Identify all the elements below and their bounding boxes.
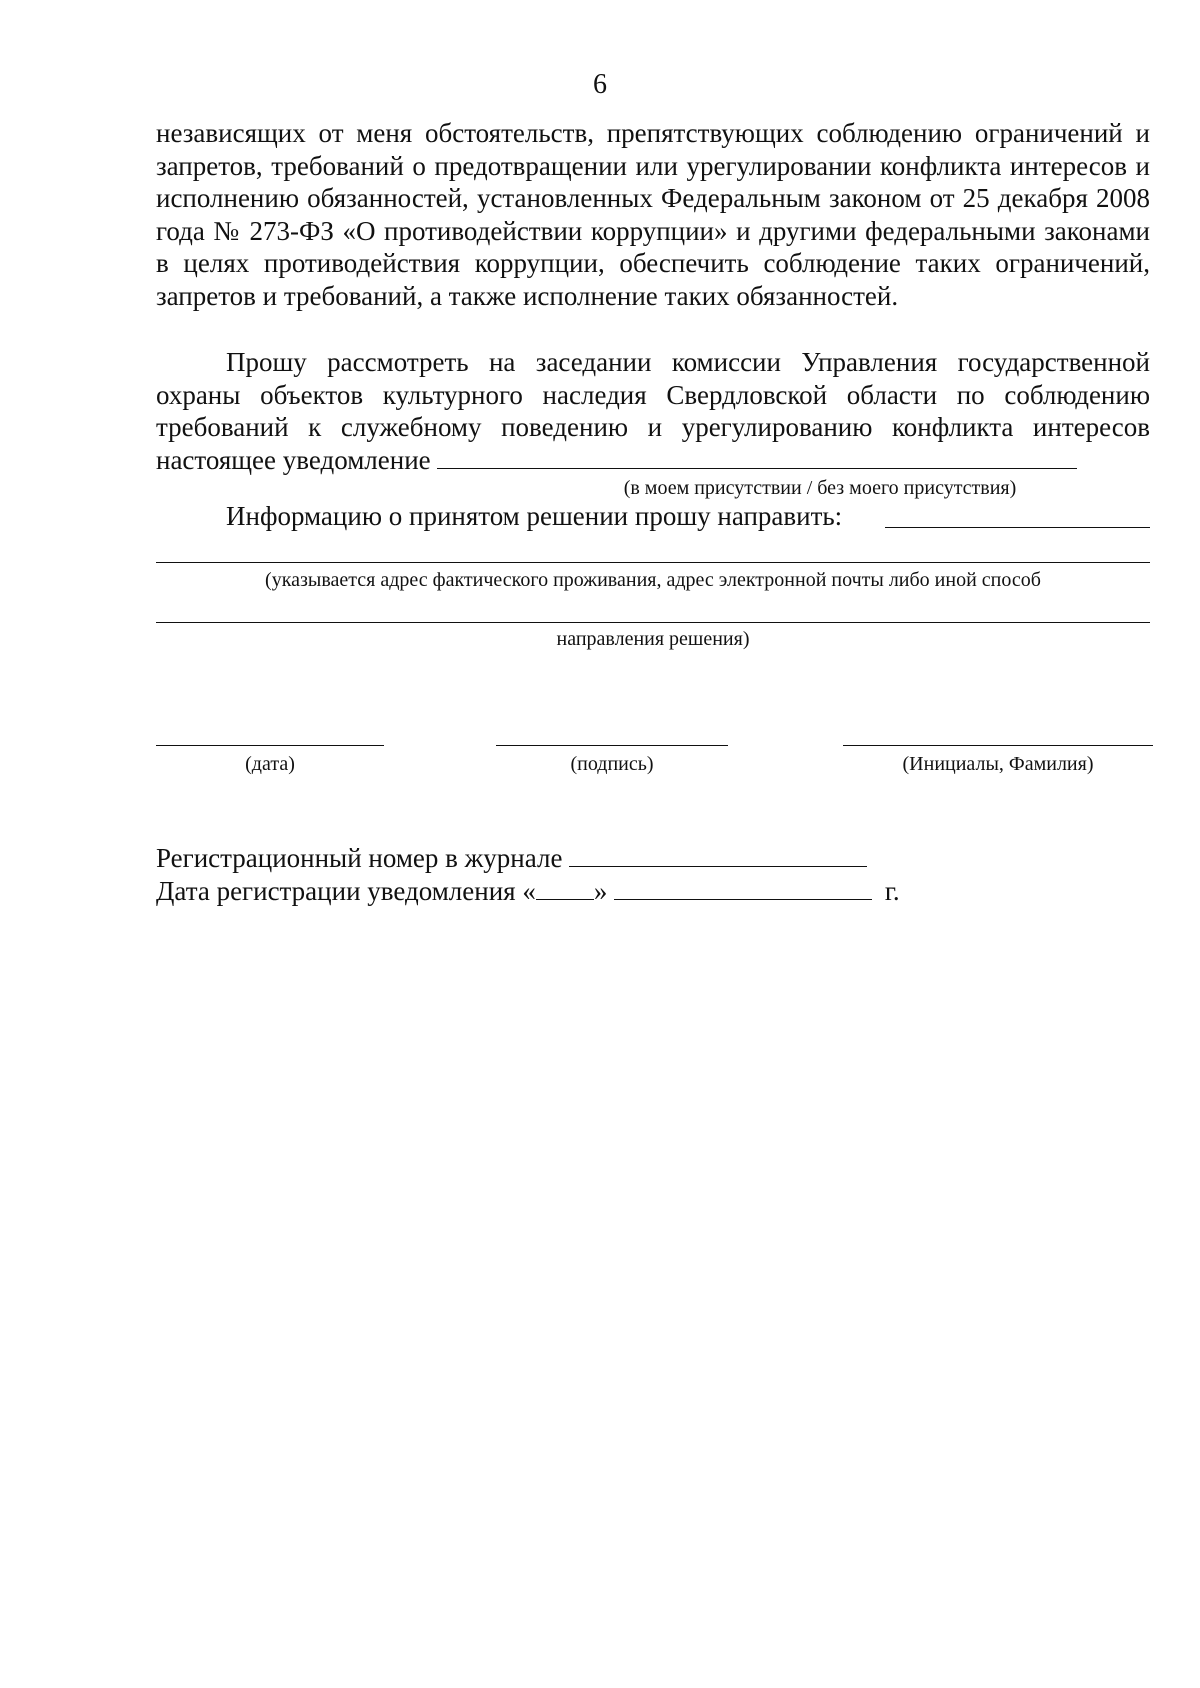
registration-date-row <box>156 875 900 907</box>
signature-label: (подпись) <box>570 753 654 775</box>
name-line[interactable] <box>843 745 1153 746</box>
info-request-label: Информацию о принятом решении прошу направить: <box>226 501 843 531</box>
date-label: (дата) <box>245 753 295 775</box>
presence-field[interactable] <box>437 468 1077 469</box>
registration-quote-close: » <box>593 876 608 906</box>
address-line-2[interactable] <box>156 622 1150 623</box>
registration-year-suffix: г. <box>884 876 900 906</box>
signature-line[interactable] <box>496 745 728 746</box>
address-caption-2: направления решения) <box>556 628 750 650</box>
registration-number-row <box>156 842 867 874</box>
date-line[interactable] <box>156 745 384 746</box>
registration-day-field[interactable] <box>536 899 594 900</box>
registration-month-field[interactable] <box>614 899 872 900</box>
name-label: (Инициалы, Фамилия) <box>902 753 1094 775</box>
registration-date-label: Дата регистрации уведомления « <box>156 876 536 906</box>
info-address-field[interactable] <box>885 527 1150 528</box>
registration-number-label: Регистрационный номер в журнале <box>156 843 563 873</box>
paragraph-request <box>156 346 1150 476</box>
registration-number-field[interactable] <box>569 866 867 867</box>
page-number: 6 <box>593 69 607 100</box>
address-line-1[interactable] <box>156 562 1150 563</box>
paragraph-obstacles: независящих от меня обстоятельств, препятствующих соблюдению ограничений и запретов, требований о предотвращении или урегулировании конфликта интересов и исполнению обязанностей, установленных Федеральным законом от 25 декабря 2008 года № 273-ФЗ «О противодействии коррупции» и другими федеральными законами в целях противодействия коррупции, обеспечить соблюдение таких ограничений, запретов и требований, а также исполнение таких обязанностей. <box>156 118 1150 311</box>
request-text: Прошу рассмотреть на заседании комиссии Управления государственной охраны объектов культурного наследия Свердловской области по соблюдению требований к служебному поведению и урегулированию конфликта интересов настоящее уведомление <box>156 347 1150 475</box>
presence-caption: (в моем присутствии / без моего присутствия) <box>623 477 1017 499</box>
address-caption-1: (указывается адрес фактического проживания, адрес электронной почты либо иной способ <box>265 569 1041 591</box>
